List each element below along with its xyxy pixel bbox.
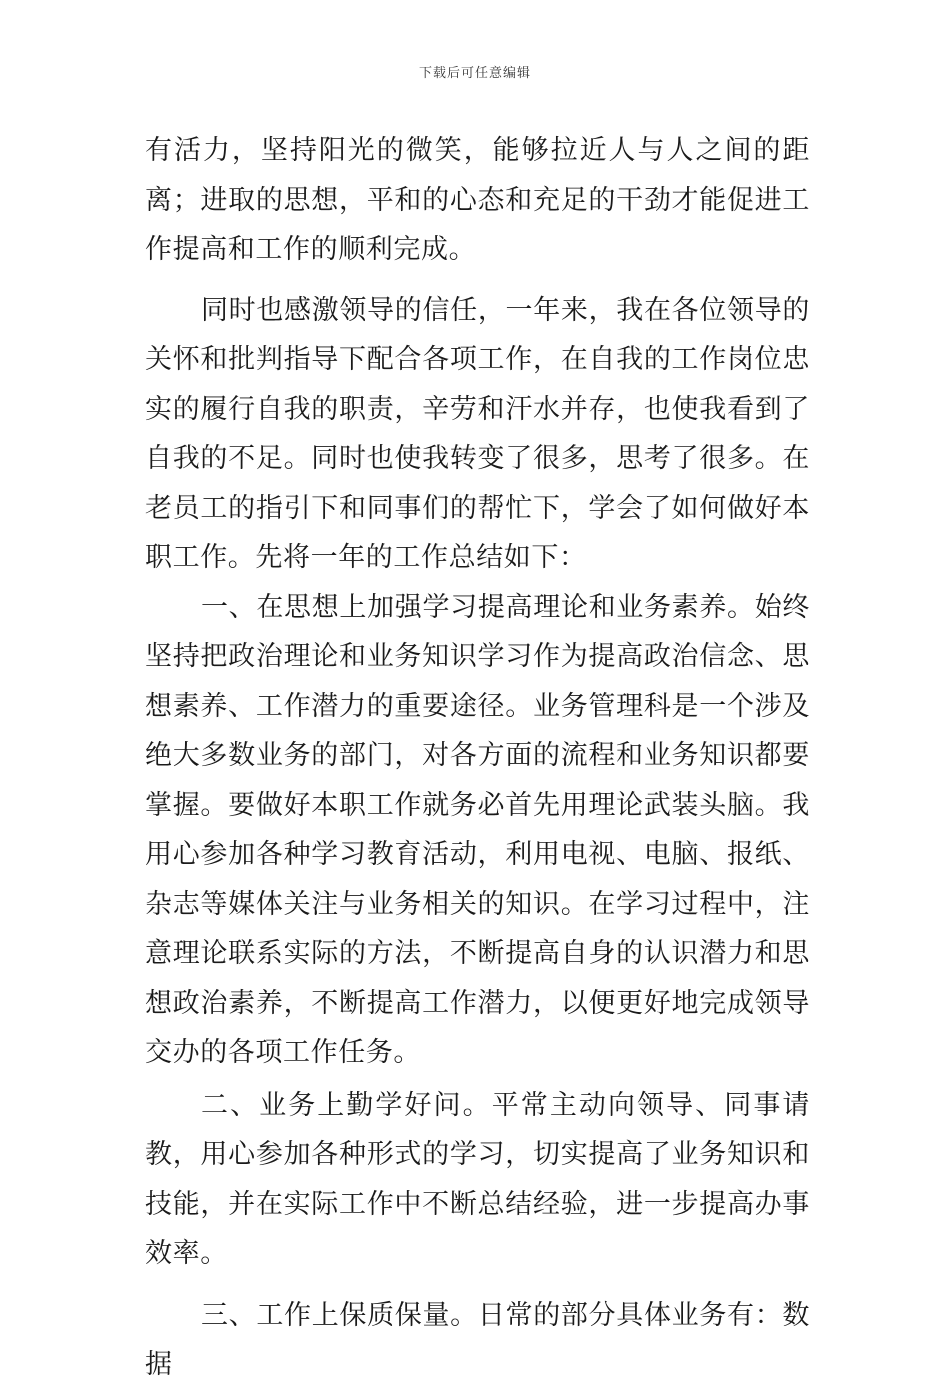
document-body	[145, 126, 810, 1390]
paragraph-2: 同时也感激领导的信任，一年来，我在各位领导的关怀和批判指导下配合各项工作，在自我的工作岗位忠实的履行自我的职责，辛劳和汗水并存，也使我看到了自我的不足。同时也使我转变了很多，思考了很多。在老员工的指引下和同事们的帮忙下，学会了如何做好本职工作。先将一年的工作总结如下：	[145, 294, 810, 573]
paragraph-1: 有活力，坚持阳光的微笑，能够拉近人与人之间的距离；进取的思想，平和的心态和充足的干劲才能促进工作提高和工作的顺利完成。	[145, 135, 810, 265]
paragraph-4: 二、业务上勤学好问。平常主动向领导、同事请教，用心参加各种形式的学习，切实提高了业务知识和技能，并在实际工作中不断总结经验，进一步提高办事效率。	[145, 1089, 810, 1269]
paragraph-3: 一、在思想上加强学习提高理论和业务素养。始终坚持把政治理论和业务知识学习作为提高政治信念、思想素养、工作潜力的重要途径。业务管理科是一个涉及绝大多数业务的部门，对各方面的流程和业务知识都要掌握。要做好本职工作就务必首先用理论武装头脑。我用心参加各种学习教育活动，利用电视、电脑、报纸、杂志等媒体关注与业务相关的知识。在学习过程中，注意理论联系实际的方法，不断提高自身的认识潜力和思想政治素养，不断提高工作潜力，以便更好地完成领导交办的各项工作任务。	[145, 591, 810, 1068]
paragraph-5: 三、工作上保质保量。日常的部分具体业务有：数据	[145, 1299, 810, 1380]
page-header: 下载后可任意编辑	[418, 66, 531, 81]
